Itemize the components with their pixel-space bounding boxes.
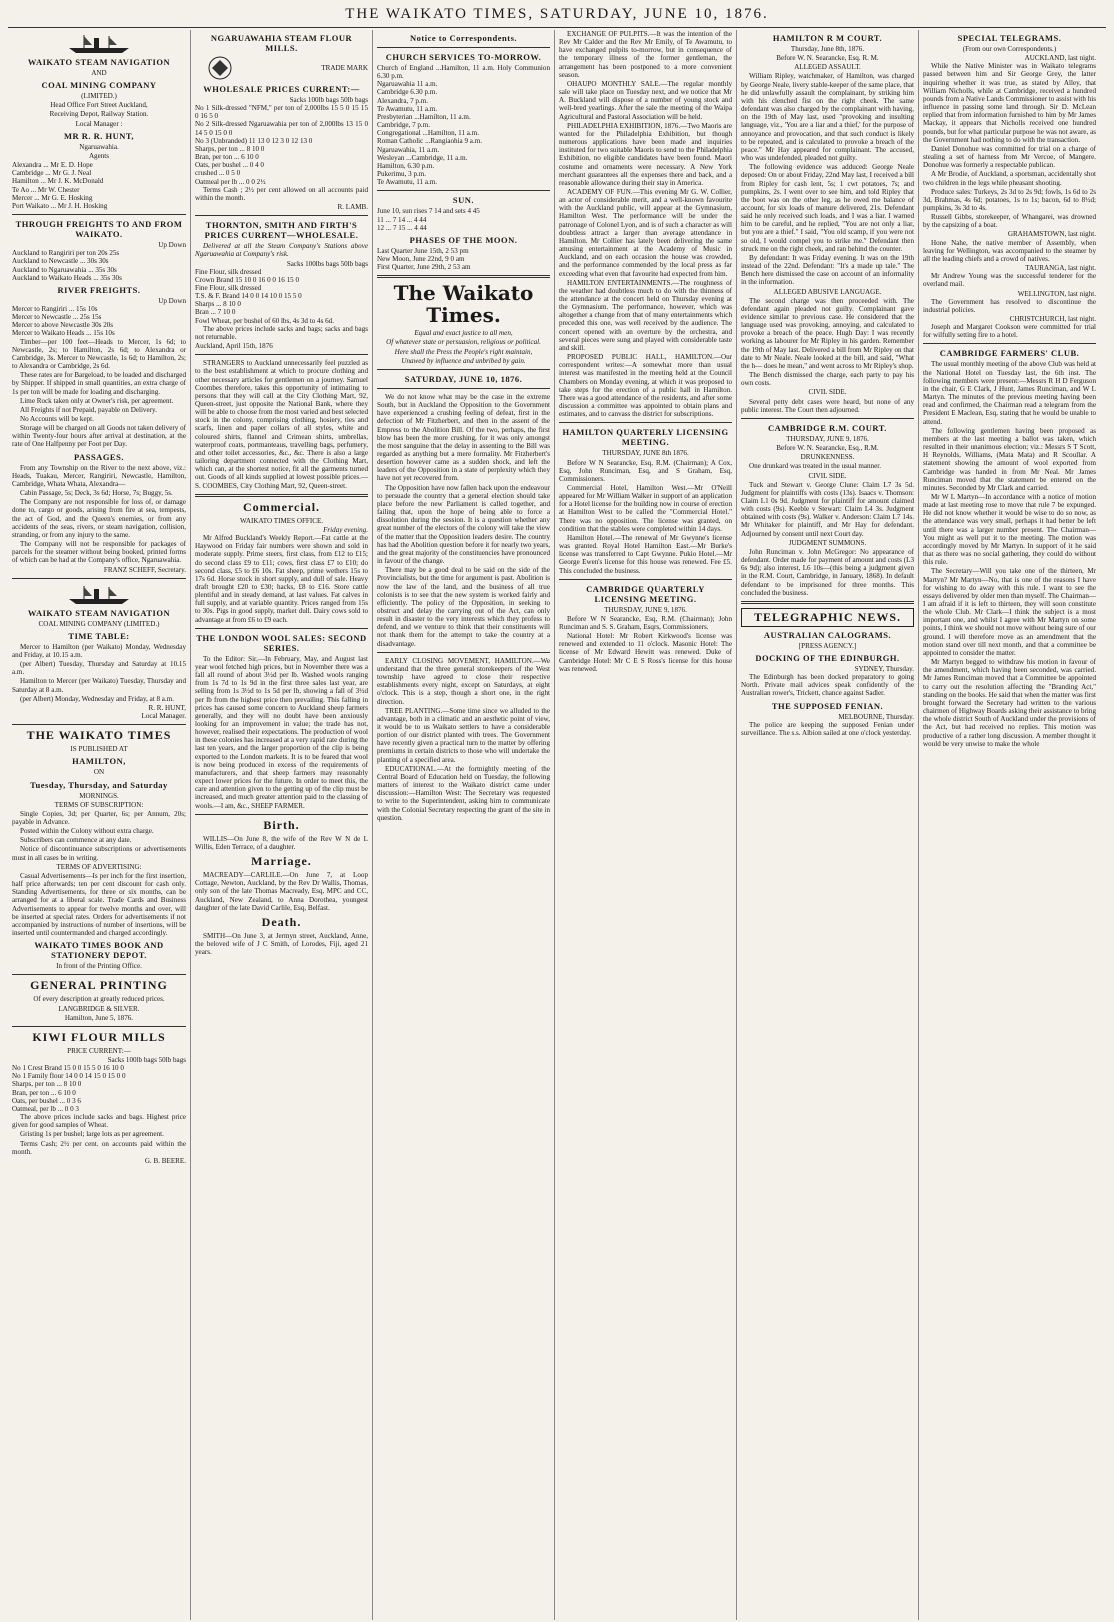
church-row: Pukerimu, 3 p.m. xyxy=(377,170,427,179)
birth-title: Birth. xyxy=(263,817,300,832)
masthead: THE WAIKATO TIMES, SATURDAY, JUNE 10, 1876. xyxy=(8,6,1106,28)
kiwi-row: No 1 Crest Brand 15 0 0 15 5 0 16 10 0 xyxy=(12,1064,124,1073)
agents-list xyxy=(12,161,186,210)
timetable-row: Hamilton to Mercer (per Waikato) Tuesday, Thursday and Saturday at 8 a.m. xyxy=(12,677,186,694)
thornton-sub: Delivered at all the Steam Company's Stations above Ngaruawahia at Company's risk. xyxy=(195,242,368,259)
timetable-title: TIME TABLE: xyxy=(68,630,130,641)
wholesale-row: Bran, per ton ... 6 10 0 xyxy=(195,153,259,162)
cambridge-licensing-text: National Hotel: Mr Robert Kirkwood's license was renewed and extended to 11 o'clock. Masonic Hotel: The license of Mr Edward Hewitt was renewed. Duke of Cambridge Hotel: Mr C E S Ross's license for this house was renewed. xyxy=(559,632,732,673)
freight-row: Auckland to Newcastle ... 30s 30s xyxy=(12,257,109,266)
church-row: Roman Catholic ...Rangiaohia 9 a.m. xyxy=(377,137,483,146)
cabin-text: Cabin Passage, 5s; Deck, 3s 6d; Horse, 7s; Buggy, 5s. xyxy=(20,489,173,498)
church-row: Ngaruawahia 11 a.m. xyxy=(377,80,438,89)
exhibition-para: PHILADELPHIA EXHIBITION, 1876.—Two Maoris are wanted for the Philadelphia Exhibition, but though numerous applications have been made and inquiries instituted for two suitable Maoris to send to the Philadelphia Exhibition, no eligible candidates have been found. Maori costume and ornaments were necessary. A New York merchant guarantees all the expenses there and back, and a reasonable allowance during their stay in America. xyxy=(559,121,732,187)
christchurch-place: CHRISTCHURCH, last night. xyxy=(1009,315,1096,323)
rates-note: These rates are for Bargeload, to be loaded and discharged by Shipper. If shipped in small quantities, an extra charge of 1s per ton will be made for loading and discharging. xyxy=(12,371,186,396)
exchange-para: EXCHANGE OF PULPITS.—It was the intention of the Rev Mr Calder and the Rev Mr Emily, of Te Awamutu, to have exchanged pulpits to-morrow, but in consequence of the temporary illness of the former gentleman, the arrangement has been postponed to a more convenient season. xyxy=(559,30,732,79)
fenian-date: MELBOURNE, Thursday. xyxy=(838,712,914,721)
farmers-text: The following gentlemen having been proposed as members at the last meeting a ballot was taken, which resulted in their unanimous election; viz.: Messrs S T Scott, H Reynolds, Williams, (Mata Mata) and R Scoullar. A statement showing the amount of wool exported from Cambridge was handed in from Mr Neal. Mr James Runciman moved that the statement be entered on the minutes. Seconded by Mr Clark and carried. xyxy=(923,426,1096,492)
adv-title: TERMS OF ADVERTISING: xyxy=(56,862,142,871)
agent-row: Alexandra ... Mr E. D. Hope xyxy=(12,161,93,170)
prepaid-note: All Freights if not Prepaid, payable on Delivery. xyxy=(20,405,157,414)
special-sub: (From our own Correspondents.) xyxy=(962,45,1057,53)
thornton-row: Fowl Wheat, per bushel of 60 lbs, 4s 3d to 4s 6d. xyxy=(195,316,334,325)
drunk-text: One drunkard was treated in the usual manner. xyxy=(749,462,881,471)
hamilton-entertainment-para: HAMILTON ENTERTAINMENTS.—The roughness of the weather had doubtless much to do with the thinness of the attendance at the concert held on Thursday evening at the Gymnasium. The performance, however, which was altogether a change from that of many entertainments which preceded this one, was well received by the audience. The concert opened with an overture by the orchestra, and several pieces were sung and played with considerable taste and skill. xyxy=(559,278,732,352)
wellington-place: WELLINGTON, last night. xyxy=(1017,289,1096,298)
death-text: SMITH—On June 3, at Jermyn street, Auckland, Anne, the beloved wife of J C Smith, of Lorodes, Fiji, aged 21 years. xyxy=(195,931,368,957)
press-agency: [PRESS AGENCY.] xyxy=(798,641,857,650)
freight-row: Auckland to Ngaruawahia ... 35s 30s xyxy=(12,265,117,274)
wholesale-terms: Terms Cash ; 2½ per cent allowed on all accounts paid within the month. xyxy=(195,185,368,202)
wool-title: THE LONDON WOOL SALES: SECOND SERIES. xyxy=(196,632,367,653)
thornton-row: Sharps ... 8 10 0 xyxy=(195,300,241,309)
motto-line: Unawed by influence and unbribed by gain. xyxy=(401,356,526,365)
abusive-title: ALLEGED ABUSIVE LANGUAGE. xyxy=(773,287,882,296)
river-title: RIVER FREIGHTS. xyxy=(57,284,141,295)
cambridge-licensing-bench: Before W N Searancke, Esq, R.M. (Chairman); John Runciman and S. S. Graham, Esqrs, Commissioners. xyxy=(559,614,732,631)
abusive-text: The second charge was then proceeded with. The defendant again pleaded not guilty. Complainant gave evidence similar to previous case. He considered that the language used was provoking, annoying, and calculated to provoke a breach of the peace. Hugh Day: I was recently working as labourer for Mr Ripley in his garden. Remember the 19th of May last. Delivered a bill from Mr Ripley on that date to Mr Neale. Neale looked at the bill, and said, "What the h— does he mean," and went across to Mr Ripley's shop. xyxy=(741,296,914,370)
manager-name: MR R. R. HUNT, xyxy=(63,130,135,141)
kiwi-sig: G. B. BEERE. xyxy=(144,1156,186,1165)
agent-row: Cambridge ... Mr G. J. Neal xyxy=(12,169,92,178)
cambridge-licensing-date: THURSDAY, JUNE 9, 1876. xyxy=(604,605,687,614)
terms-text: Single Copies, 3d; per Quarter, 6s; per Annum, 20s; payable in Advance. xyxy=(12,809,186,826)
sun-row: 11 ... 7 14 ... 4 44 xyxy=(377,215,427,224)
wt-place: HAMILTON, xyxy=(72,756,126,767)
date-line: SATURDAY, JUNE 10, 1876. xyxy=(404,373,523,384)
wholesale-row: Sharps, per ton ... 8 10 0 xyxy=(195,144,265,153)
steam-nav-title: WAIKATO STEAM NAVIGATION xyxy=(27,57,171,67)
kiwi-price: PRICE CURRENT:— xyxy=(67,1046,131,1055)
moon-row: New Moon, June 22nd, 9 0 am xyxy=(377,254,465,263)
depot-text: In front of the Printing Office. xyxy=(56,962,142,971)
river-note: Timber—per 100 feet—Heads to Mercer, 1s 6d; to Newcastle, 2s; to Hamilton, 2s 6d; to Alexandra or Cambridge, 3s. Mercer to Newcastle, 1s 6d; to Hamilton, 2s; to Alexandra or Cambridge, 2s 6d. xyxy=(12,337,186,371)
and-text: AND xyxy=(91,69,107,77)
motto-line: Equal and exact justice to all men, xyxy=(414,329,513,338)
steam-nav2-title: WAIKATO STEAM NAVIGATION xyxy=(27,607,171,618)
moon-row: First Quarter, June 29th, 2 53 am xyxy=(377,263,471,272)
printing-title: GENERAL PRINTING xyxy=(30,978,168,993)
licensing-date: THURSDAY, JUNE 8th 1876. xyxy=(602,449,689,458)
storage-note: Storage will be charged on all Goods not taken delivery of within Twenty-four hours after arrival at destination, at the rate of One Halfpenny per Foot per Day. xyxy=(12,424,186,449)
thornton-row: Bran ... 7 10 0 xyxy=(195,308,236,317)
accounts-note: No Accounts will be kept. xyxy=(20,415,94,423)
tauranga-place: TAURANGA, last night. xyxy=(1025,264,1096,273)
tree-para: TREE PLANTING.—Some time since we alluded to the advantage, both in a climatic and an aesthetic point of view, it would be to us Waikato settlers to have a considerable portion of our district planted with trees. The Government have recently given a practical turn to the matter by offering premiums in certain districts to those who will undertake the planting of a specified area. xyxy=(377,706,550,764)
drunk-title: DRUNKENNESS. xyxy=(800,453,855,462)
wool-text: To the Editor: Sir,—In February, May, and August last year wool fetched high prices, but in November there was a fall all round of about 3½d per lb. Washed wools ranging from 1s 7d to 1s 9d in the first three sales last year, are selling from 1s 3½d to 1s 5d per lb, showing a fall of 3½d per lb from the highest price then prevailing. This falling in prices has caused some concern to Auckland sheep farmers generally, and they will no doubt have been anxiously looking for an improvement in value; the trade has not, however, realised their expectations. The production of wool in these colonies has increased at a very rapid rate during the last ten years, and the larger proportion of the clip is being exported to the London markets. It is to be feared that wool is now being produced in excess of the requirements of manufacturers, and that sheep farmers may reasonably expect lower prices for the future. In order to meet this, the care and attention given to the getting up of the clip must be increased, and much greater attention paid to the classing of wools.—I am, &c., SHEEP FARMER. xyxy=(195,654,368,810)
cambridge-licensing-title: CAMBRIDGE QUARTERLY LICENSING MEETING. xyxy=(586,583,705,604)
moon-row: Last Quarter June 15th, 2 53 pm xyxy=(377,246,469,255)
river-row: Mercer to Waikato Heads ... 15s 10s xyxy=(12,329,115,338)
column-3 xyxy=(372,30,554,1620)
cambridge-court-title: CAMBRIDGE R.M. COURT. xyxy=(768,422,887,433)
special-text: While the Native Minister was in Waikato telegrams passed between him and Sir George Grey, the latter inquiring whether it was true, as stated by Alley, that William Nicholls, while at Cambridge, received a hundred pounds from a Native Lands Commissioner to assist with his influence in passing some land through. Sir D. McLean replied that from information furnished to him by Mr James Mackay, it appears that Nicholls received one hundred pounds, but for what particular purpose he was not aware, as the Government had nothing to do with the transaction. xyxy=(923,62,1096,144)
farmers-text: Mr Martyn begged to withdraw his motion in favour of the amendment, which having been seconded, was carried. Mr James Runciman moved that a Committee be appointed to carry out the resolution affecting the "Branding Act," standing on the books. He said that when the matter was first brought forward the Secretary had written to the various chairmen of Highway Boards asking their assistance to bring the whole district South of Auckland under the provisions of the Act, but had received no replies. This motion was productive of a rather long discussion. A member thought it would be very unwise to make the whole xyxy=(923,658,1096,748)
wt-published: IS PUBLISHED AT xyxy=(70,745,128,754)
sun-title: SUN. xyxy=(452,195,475,206)
commercial-date: Friday evening. xyxy=(323,525,368,534)
closing-para: EARLY CLOSING MOVEMENT, HAMILTON.—We understand that the three general storekeepers of the West township have agreed to close their respective establishments every night, except on Saturdays, at eight o'clock. This is a step, though a short one, in the right direction. xyxy=(377,656,550,706)
brodie-text: A Mr Brodie, of Auckland, a sportsman, accidentally shot two children in the legs while pheasant shooting. xyxy=(923,170,1096,187)
agent-row: Mercer ... Mr G. E. Hosking xyxy=(12,193,93,202)
coal-title: COAL MINING COMPANY xyxy=(41,80,157,91)
posted-text: Posted within the Colony without extra charge. xyxy=(20,827,154,836)
printing-text: Of every description at greatly reduced prices. xyxy=(33,995,165,1004)
wholesale-row: Oats, per bushel ... 0 4 0 xyxy=(195,161,264,170)
local-manager-label: Local Manager : xyxy=(75,119,123,128)
docking-date: SYDNEY, Thursday. xyxy=(854,665,914,673)
assault-title: ALLEGED ASSAULT. xyxy=(794,63,861,72)
column-2 xyxy=(190,30,372,1620)
kiwi-row: Bran, per ton ... 6 10 0 xyxy=(12,1088,76,1097)
kiwi-row: No 1 Family flour 14 0 0 14 15 0 15 0 0 xyxy=(12,1072,126,1081)
subscribers-text: Subscribers can commence at any date. xyxy=(20,836,132,845)
thornton-row: Crown Brand 15 10 0 16 0 0 16 15 0 xyxy=(195,275,300,284)
church-row: Presbyterian ...Hamilton, 11 a.m. xyxy=(377,112,471,121)
church-row: Church of England ...Hamilton, 11 a.m. Holy Communion 6.30 p.m. xyxy=(377,64,550,81)
lime-note: Lime Rock taken only at Owner's risk, per agreement. xyxy=(20,396,174,405)
docking-text: The Edinburgh has been docked preparatory to going North. Private mail advices speak confidently of the Australian rower's, Trickett, chance against Sadler. xyxy=(741,673,914,698)
printing-sig: LANGBRIDGE & SILVER. xyxy=(58,1004,140,1013)
fenian-text: The police are keeping the supposed Fenian under surveillance. The s.s. Albion sailed at one o'clock yesterday. xyxy=(741,720,914,737)
wholesale-row: No 2 Silk-dressed Ngaruawahia per ton of 2,000lbs 13 15 0 14 5 0 15 0 0 xyxy=(195,120,368,137)
wholesale-title: WHOLESALE PRICES CURRENT:— xyxy=(203,84,360,94)
docking-title: DOCKING OF THE EDINBURGH. xyxy=(755,653,900,663)
agent-row: Hamilton ... Mr J. K. McDonald xyxy=(12,177,104,186)
printing-date: Hamilton, June 5, 1876. xyxy=(64,1013,134,1022)
cambridge-civil-text: Tuck and Stewart v. George Clune: Claim L7 3s 5d. Judgment for plaintiffs with costs (13s). Isaacs v. Thomson: Claim L1 0s 9d. Judgment for plaintiff for amount claimed with costs (9s). Keeble v Stewart: Claim L4 3s. Judgment obtained with costs (9s). Walker v. Anderson: Claim L7 14s. Mr Whitaker for plaintiff, and Mr Hay for defendant. Adjourned by consent until next Court day. xyxy=(741,480,914,538)
mills-title: NGARUAWAHIA STEAM FLOUR MILLS. xyxy=(210,33,353,53)
wt-title: THE WAIKATO TIMES xyxy=(26,728,172,743)
farmers-text: The usual monthly meeting of the above Club was held at the National Hotel on Tuesday last, the 6th inst. The following members were present:—Messrs R H D Ferguson in the chair, G E Clark, J Hunt, James Runciman, and W L Martyn. The minutes of the previous meeting having been read and confirmed, the Chairman read a telegram from the President E Maclean, Esq, stating that he would be unable to attend. xyxy=(923,360,1096,426)
notice-title: Notice to Correspondents. xyxy=(409,33,517,43)
editorial-para: We do not know what may be the case in the extreme South, but in Auckland the Opposition to the Government have experienced a crushing feeling of defeat, first in the defection of Mr Fitzherbert, and then in the assent of the Empress to the Abolition Bill. Of the two, perhaps, the first blow has been the more crushing, for it was only amongst the most sanguine that the delay in assenting to the Bill was regarded as anything but a mere formality. Mr Fitzherbert's desertion however came as a sudden shock, and left the leaders of the Opposition in a state of perplexity which they have not yet recovered from. xyxy=(377,392,550,483)
sun-row: June 10, sun rises 7 14 and sets 4 45 xyxy=(377,207,480,216)
licensing-title: HAMILTON QUARTERLY LICENSING MEETING. xyxy=(562,427,729,448)
civil-title: CIVIL SIDE. xyxy=(808,388,847,397)
church-row: Te Awamutu, 11 a.m. xyxy=(377,104,438,113)
kiwi-cols: Sacks 100lb bags 50lb bags xyxy=(107,1055,186,1064)
ohaupo-para: OHAUPO MONTHLY SALE.—The regular monthly sale will take place on Tuesday next, and we notice that Mr A. Buckland will dispose of a number of young stock and well-bred yearlings. After the sale the meeting of the Waipa Agricultural and Pastoral Association will be held. xyxy=(559,79,732,121)
paper-title: The Waikato Times. xyxy=(393,281,534,328)
farmers-text: Mr W L Martyn—In accordance with a notice of motion made at last meeting rose to move that rule 7 be expunged. He did not know whether it would be wise to do so now, as the attendance was very small, perhaps it had better be left until there was a larger number present. The Chairman—You might as well put it to the meeting. The motion was accordingly moved by Mr Martyn. In support of it he said that as there was no social gathering, they could do without this rule. xyxy=(923,492,1096,567)
church-row: Ngaruawahia, 11 a.m. xyxy=(377,145,440,154)
wt-on: ON xyxy=(93,768,105,777)
river-cols: Up Down xyxy=(158,296,186,305)
thornton-note: The above prices include sacks and bags; sacks and bags not returnable. xyxy=(195,324,368,341)
court-date: Thursday, June 8th, 1876. xyxy=(790,45,865,53)
kiwi-terms: Terms Cash; 2½ per cent. on accounts paid within the month. xyxy=(12,1139,186,1156)
church-row: Te Awamutu, 11 a.m. xyxy=(377,178,438,187)
thornton-row: Fine Flour, silk dressed xyxy=(195,283,262,292)
timetable-row: Mercer to Hamilton (per Waikato) Monday, Wednesday and Friday, at 10.15 a.m. xyxy=(12,642,186,659)
church-title: CHURCH SERVICES TO-MORROW. xyxy=(385,52,542,62)
cambridge-court-date: THURSDAY, JUNE 9, 1876. xyxy=(786,434,869,443)
kiwi-grist: Gristing 1s per bushel; large lots as per agreement. xyxy=(20,1130,164,1139)
education-para: EDUCATIONAL.—At the fortnightly meeting of the Central Board of Education held on Tuesday, the following matters of interest to the Waikato district came under discussion:—Hamilton West: The Secretary was requested to write to the Superintendent, asking him to communicate with the Colonial Secretary respecting the grant of the site in question. xyxy=(377,764,550,822)
birth-text: WILLIS—On June 8, the wife of the Rev W N de L Willis, Eden Terrace, of a daughter. xyxy=(195,834,368,851)
wholesale-row: Oatmeal per lb ... 0 0 2½ xyxy=(195,177,266,186)
trade-mark-icon xyxy=(195,55,245,81)
thornton-date: Auckland, April 15th, 1876 xyxy=(195,342,273,351)
donohue-text: Daniel Donohue was committed for trial on a charge of stealing a set of harness from Mr Vercoe, of Mangere. Donohue was formerly a respectable publican. xyxy=(923,144,1096,170)
kiwi-title: KIWI FLOUR MILLS xyxy=(32,1029,166,1044)
court-title: HAMILTON R M COURT. xyxy=(772,33,883,43)
agent-row: Port Waikato ... Mr J. H. Hosking xyxy=(12,201,108,210)
summons-text: John Runciman v. John McGregor: No appearance of defendant. Order made for payment of amount and costs (L3 6s 9d); also interest, L6 10s—(this being a judgment given in the R.M. Court, Cambridge, in January, 1868). In default defendant to be imprisoned for three months. This concluded the business. xyxy=(741,547,914,597)
gibbs-text: Russell Gibbs, storekeeper, of Whangarei, was drowned by the capsizing of a boat. xyxy=(923,213,1096,230)
assault-text: William Ripley, watchmaker, of Hamilton, was charged by George Neale, livery stable-keeper of the same place, that he did unlawfully assault the complainant, by striking him with his clenched fist on the right cheek. The same defendant was also charged by the complainant with having, on the 19th of May last, used "provoking and insulting language, viz., 'You are a liar and a thief,' for the purpose of annoyance and provocation, and that such conduct is likely to be repeated, and is calculated to provoke a breach of the peace." Mr Hay appeared for complainant. The accused, who was undefended, pleaded not guilty. xyxy=(741,72,914,163)
commercial-title: Commercial. xyxy=(242,499,321,514)
special-title: SPECIAL TELEGRAMS. xyxy=(957,33,1062,43)
passages-text: From any Township on the River to the next above, viz.: Heads, Tuakau, Mercer, Rangiriri, Newcastle, Hamilton, Cambridge, Whata Whata, Alexandra— xyxy=(12,463,186,488)
editorial-para: The Opposition have now fallen back upon the endeavour to persuade the country that a general election should take place before the new Parliament is called together, and failing that, upon the hope of being able to force a dissolution during the session. It is a question whether any great number of the electors of the colony will take the view of the matter that the Opposition leaders desire. The country has had the Abolition question before it for nearly two years, and the great majority of the constituencies have pronounced in favour of the change. xyxy=(377,483,550,566)
column-6 xyxy=(918,30,1100,1620)
timetable-row: (per Albert) Monday, Wednesday and Friday, at 8 a.m. xyxy=(20,694,175,703)
freights-title: THROUGH FREIGHTS TO AND FROM WAIKATO. xyxy=(15,219,183,240)
receiving-depot: Receiving Depot, Railway Station. xyxy=(49,110,149,119)
licensing-text: Commercial Hotel, Hamilton West.—Mr O'Neill appeared for Mr William Walker in support of an application for a Hotel license for the building now in course of erection at Hamilton West to be called the "Commercial Hotel." There was no opposition. The license was granted, on condition that the stables were completed within 14 days. xyxy=(559,483,732,533)
wt-mornings: MORNINGS. xyxy=(79,791,119,800)
passages-title: PASSAGES. xyxy=(74,451,124,462)
thornton-row: T.S. & F. Brand 14 0 0 14 10 0 15 5 0 xyxy=(195,292,302,301)
civil-text: Several petty debt cases were heard, but none of any public interest. The Court then adjourned. xyxy=(741,397,914,414)
wellington-text: The Government has resolved to discontinue the industrial policies. xyxy=(923,297,1096,314)
kiwi-note: The above prices include sacks and bags. Highest price given for good samples of Wheat. xyxy=(12,1113,186,1130)
church-row: Congregational ...Hamilton, 11 a.m. xyxy=(377,129,479,138)
marriage-title: Marriage. xyxy=(251,854,312,869)
produce-text: Produce sales: Turkeys, 2s 3d to 2s 9d; fowls, 1s 6d to 2s 3d, Brahmas, 4s 6d; potatoes, 1s to 1s; bacon, 6d to 8½d; pumpkins, 3s 3d to 4s. xyxy=(923,187,1096,212)
grahamstown-text: Hone Nahe, the native member of Assembly, when leaving for Wellington, was accompanied to the steamer by all the leading chiefs and a crowd of natives. xyxy=(923,238,1096,263)
cambridge-court-bench: Before W. N. Searancke, Esq., R.M. xyxy=(776,444,879,453)
church-row: Cambridge, 7 p.m. xyxy=(377,121,430,130)
thornton-row: Fine Flour, silk dressed xyxy=(195,267,262,276)
motto-line: Of whatever state or persuasion, religious or political. xyxy=(386,338,541,347)
tauranga-text: Mr Andrew Young was the successful tenderer for the overland mail. xyxy=(923,272,1096,289)
court-bench: Before W. N. Searancke, Esq. R. M. xyxy=(776,54,879,63)
commercial-text: Mr Alfred Buckland's Weekly Report.—Fat cattle at the Haywood on Friday fair numbers were shown and sold in moderate supply. Prime steers, first class, from £12 to £15; do second class £9 to £11; cows, first class £7 to £10; do second class, £5 to £6 10s. Fat sheep, prime wethers 15s to 17s 6d. Horse stock in short supply, and dull of sale. Heavy draft brought £20 to £30; hacks, £8 to £16. Store cattle plentiful and in steady demand, at last values. Fat calves in full supply, and at variable quantity. Prices ranged from 15s to 30s. Pigs in good supply, market dull. Dairy cows sold to advantage at from £6 to £9 each. xyxy=(195,534,368,624)
summons-title: JUDGMENT SUMMONS. xyxy=(788,538,867,547)
telegraphic-title: TELEGRAPHIC NEWS. xyxy=(741,608,914,627)
commercial-office: WAIKATO TIMES OFFICE. xyxy=(239,516,324,525)
terms-title: TERMS OF SUBSCRIPTION: xyxy=(54,800,144,809)
packages-text: The Company will not be responsible for packages of parcels for the steamer without being booked, printed forms of which can be had at the Company's office, Ngaruawahia. xyxy=(12,540,186,565)
freight-row: Auckland to Rangiriri per ton 20s 25s xyxy=(12,249,120,258)
telegraphic-sub: AUSTRALIAN CALOGRAMS. xyxy=(763,629,892,640)
licensing-text: Hamilton Hotel.—The renewal of Mr Gwynne's license was granted. Royal Hotel Hamilton East.—Mr Burke's license was transferred to Capt Gwynne. Pukio Hotel.—Mr George Ewen's license for this house was renewed. Fee £5. This concluded the business. xyxy=(559,533,732,575)
strangers-ad: STRANGERS to Auckland unnecessarily feel puzzled as to the best establishment at which to procure clothing and other necessary articles for gentlemen on a journey. Samuel Coombes therefore, takes this opportunity of intimating to persons that they will call at the City Clothing Mart, 92, Queen-street, just opposite the National Bank, where they will be able to choose from the most varied and best selected stock in the colony, comprising clothing, hosiery, ties and scarfs, linen and paper collars of all styles, white and coloured shirts, flannel and Crimean shirts, umbrellas, waterproof coats, portmanteaus, travelling bags, perfumery, and other toilet accessories, &c., &c. There is also a large tailoring department connected with the Clothing Mart, which can, at the shortest notice, fit all the garments turned out. Goods of all kinds supplied at lowest possible prices.—S. COOMBES, City Clothing Mart, 92, Queen-street. xyxy=(195,359,368,490)
church-row: Wesleyan ...Cambridge, 11 a.m. xyxy=(377,153,468,162)
river-row: Mercer to above Newcastle 30s 20s xyxy=(12,321,114,330)
motto-line: Here shall the Press the People's right maintain, xyxy=(394,347,533,356)
hall-para: PROPOSED PUBLIC HALL, HAMILTON.—Our correspondent writes:—A somewhat more than usual interest was manifested in the meeting held at the Council Chambers on Monday evening, at which it was proposed to take steps for the erection of a public hall in Hamilton. There was a good attendance of the residents, and after some discussion a committee was appointed to obtain plans and estimates, and to canvass the district for subscriptions. xyxy=(559,353,732,419)
kiwi-row: Oats, per bushel ... 0 3 6 xyxy=(12,1096,81,1105)
moon-title: PHASES OF THE MOON. xyxy=(409,234,518,245)
wholesale-row: No 3 (Unbranded) 11 13 0 12 3 0 12 13 0 xyxy=(195,136,313,145)
cross-text: By defendant: It was Friday evening. It was on the 19th instead of the 22nd. Defendant: "It's a made up tale." The Bench here dismissed the case on account of an informality in the information. xyxy=(741,253,914,287)
freight-row: Auckland to Waikato Heads ... 35s 30s xyxy=(12,273,122,282)
steamship-icon xyxy=(64,583,134,605)
fenian-title: THE SUPPOSED FENIAN. xyxy=(771,700,884,711)
result-text: The Bench dismissed the charge, each party to pay his own costs. xyxy=(741,371,914,388)
church-row: Hamilton, 6.30 p.m. xyxy=(377,161,435,170)
kiwi-row: Sharps, per ton ... 8 10 0 xyxy=(12,1080,82,1089)
church-row: Alexandra, 7 p.m. xyxy=(377,96,429,105)
manager-place: Ngaruawahia. xyxy=(79,142,119,151)
timetable-sig: R. R. HUNT, xyxy=(148,703,186,712)
river-row: Mercer to Rangiriri ... 15s 10s xyxy=(12,304,98,313)
farmers-title: CAMBRIDGE FARMERS' CLUB. xyxy=(939,348,1080,359)
timetable-sig2: Local Manager. xyxy=(141,712,186,721)
cambridge-civil-title: CIVIL SIDE. xyxy=(808,471,847,480)
head-office: Head Office Fort Street Auckland, xyxy=(50,101,148,110)
thornton-cols: Sacks 100lbs bags 50lb bags xyxy=(286,259,368,268)
column-5 xyxy=(736,30,918,1620)
marriage-text: MACREADY—CARLILE.—On June 7, at Loop Cottage, Newton, Auckland, by the Rev Dr Wallis, Thomas, only son of the late Thomas Macready, Esq, MPC and CC, Auckland, New Zealand, to Anna Dorothea, youngest daughter of the late David Carlile, Esq, Belfast. xyxy=(195,871,368,912)
wholesale-cols: Sacks 100lb bags 50lb bags xyxy=(289,96,368,104)
secretary-sig: FRANZ SCHEFF, Secretary. xyxy=(103,565,186,574)
wholesale-sig: R. LAMB. xyxy=(337,203,368,212)
trade-mark-label: TRADE MARK xyxy=(321,63,368,72)
thornton-title: THORNTON, SMITH AND FIRTH'S PRICES CURRENT—WHOLESALE. xyxy=(204,220,359,241)
evidence-text: The following evidence was adduced: George Neale deposed: On or about Friday, 22nd May last, I received a bill from Ripley for cash lent, 5s; 1 cwt potatoes, 7s; and pumpkins, 2s. I went over to see him, and told Ripley that the boot was on the other leg, as he owed me balance of account, for six loads of manure delivered, 21s. Defendant said he only received such loads, and I was a liar. I warned him to be careful, and he replied, "You are not only a liar, but you are a thief." I said, "You old scamp, if you were not so old, I would compel you to strike me." Defendant then struck me on the right cheek, and ran behind the counter. xyxy=(741,163,914,253)
depot-title: WAIKATO TIMES BOOK AND STATIONERY DEPOT. xyxy=(34,940,164,961)
church-row: Cambridge 6.30 p.m. xyxy=(377,88,438,97)
adv-text: Casual Advertisements—Is per inch for the first insertion, half price afterwards; ten per cent discount for cash only. Standing Advertisements, for three or six months, can be arranged for at a liberal scale. Trade Cards and Business Advertisements to appear for twelve months and over, will be inserted at special rates. Orders for advertisements if not accompanied by instructions of number of insertions, will be inserted until countermanded and charged accordingly. xyxy=(12,871,186,938)
editorial-para: There may be a good deal to be said on the side of the Provincialists, but the time for argument is past. Abolition is now the law of the land, and the business of all true colonists is to see that the new system is worked fairly and efficiently. The policy of the Opposition, in seeking to obstruct and delay the carrying out of the Act, can only result in disaster to the very interests which they profess to defend, and we venture to think that their constituents will not thank them for the attempt to take the country at a disadvantage. xyxy=(377,566,550,648)
farmers-text: The Secretary—Will you take one of the thirteen, Mr Martyn? Mr Martyn—No, that is one of the reasons I have for wishing to do away with this rule. I want to see the essays delivered by older men than myself. The Chairman—I am afraid if it is left to thirteen, they will soon constitute the whole Club. Mr Clark—I think the subject is a most important one, and whilst I agree with Mr Martyn on some points, I think we should not move without being sure of our ground. I will therefore move as an amendment that the motion stand over till next month, and that a committee be appointed to consider the matter. xyxy=(923,567,1096,657)
column-4 xyxy=(554,30,736,1620)
wholesale-row: crushed ... 0 5 0 xyxy=(195,169,241,178)
licensing-bench: Before W N Searancke, Esq, R.M. (Chairman); A Cox, Esq, John Runciman, Esq, and S Graham, Esq, Commissioners. xyxy=(559,458,732,483)
columns xyxy=(8,30,1106,1620)
special-place: AUCKLAND, last night. xyxy=(1024,54,1096,63)
steamship-icon xyxy=(64,32,134,54)
notices-text: Notice of discontinuance subscriptions or advertisements must in all cases be in writing. xyxy=(12,845,186,862)
agent-row: Te Ao ... Mr W. Chester xyxy=(12,185,80,194)
wt-days: Tuesday, Thursday, and Saturday xyxy=(30,779,168,790)
river-row: Mercer to Newcastle ... 25s 15s xyxy=(12,313,102,322)
academy-para: ACADEMY OF FUN.—This evening Mr G. W. Collier, an actor of considerable merit, and a well-known favourite with the Auckland public, will appear at the Gymnasium, Hamilton West. The performance will be under the patronage of Colonel Lyon, and is of such a character as will doubtless attract a larger than average attendance in Hamilton. Mr Collier has lately been delivering the same amusing entertainment at the Academy of Music in Auckland, and on each occasion the house was crowded, and the performance commended by the local press as far exceeding what even that favourite had expected from him. xyxy=(559,187,732,278)
wholesale-row: No 1 Silk-dressed "NFM," per ton of 2,000lbs 15 5 0 15 15 0 16 5 0 xyxy=(195,104,368,121)
coal2-title: COAL MINING COMPANY (LIMITED.) xyxy=(38,619,160,628)
christchurch-text: Joseph and Margaret Cookson were committed for trial for wilfully setting fire to a hotel. xyxy=(923,323,1096,340)
freights-cols: Up Down xyxy=(158,241,186,250)
death-title: Death. xyxy=(261,914,302,929)
column-1 xyxy=(8,30,190,1620)
liability-text: The Company are not responsible for loss of, or damage done to, cargo or goods, arising from fire at sea, tempests, the act of God, and the Queen's enemies, or from any accidents of the seas, rivers, or steam navigation, collision, stranding, or from any injury to the same. xyxy=(12,498,186,539)
kiwi-row: Oatmeal, per lb ... 0 0 3 xyxy=(12,1104,79,1113)
agents-label: Agents xyxy=(88,151,110,160)
limited-text: (LIMITED.) xyxy=(81,92,117,101)
timetable-row: (per Albert) Tuesday, Thursday and Saturday at 10.15 a.m. xyxy=(12,660,186,677)
sun-row: 12 ... 7 15 ... 4 44 xyxy=(377,223,427,232)
grahamstown-place: GRAHAMSTOWN, last night. xyxy=(1007,230,1096,239)
